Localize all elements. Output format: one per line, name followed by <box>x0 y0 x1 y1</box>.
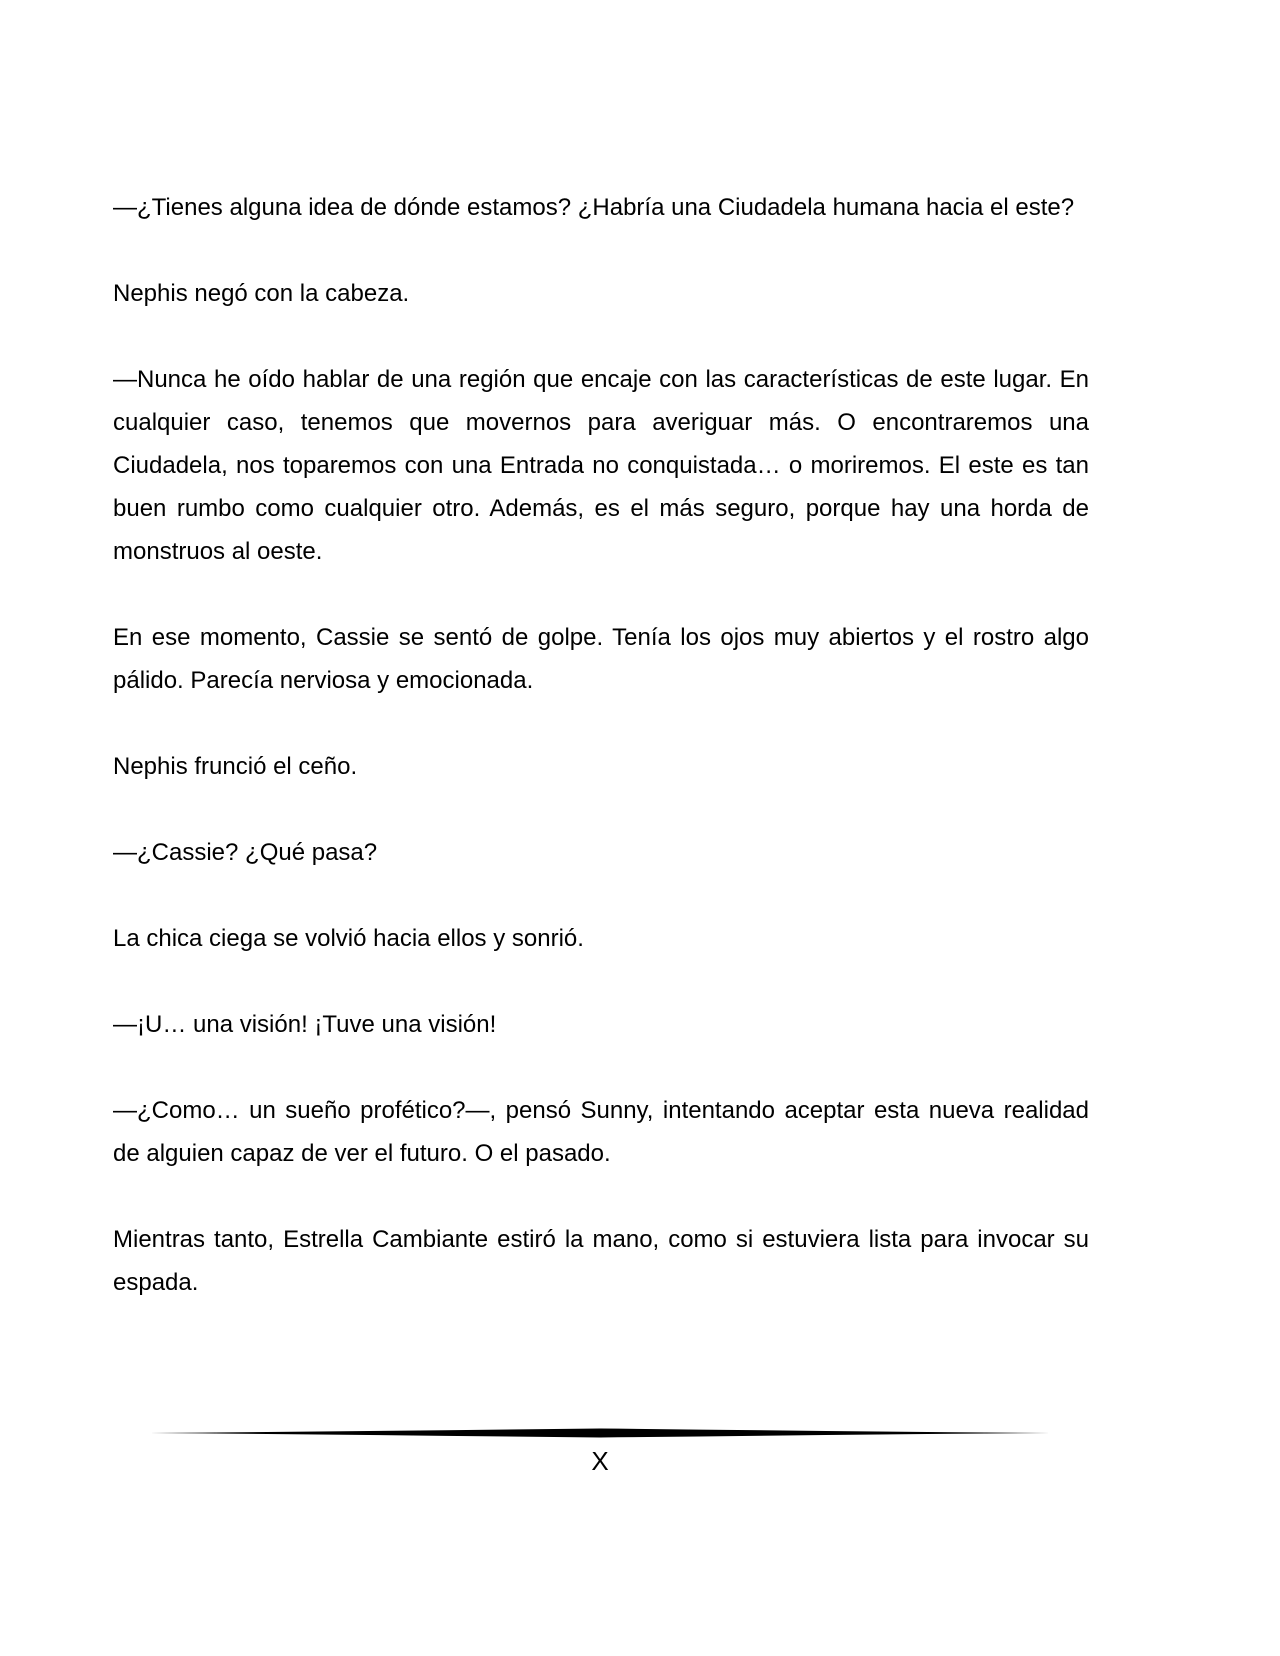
paragraph-1: —¿Tienes alguna idea de dónde estamos? ¿Habría una Ciudadela humana hacia el este? <box>113 194 1075 221</box>
paragraph-2: Nephis negó con la cabeza. <box>113 280 410 307</box>
paragraph-5: Nephis frunció el ceño. <box>113 753 358 780</box>
body-text <box>113 186 1089 1347</box>
paragraph-9: —¿Como… un sueño profético?—, pensó Sunny, intentando aceptar esta nueva realidad de alguien capaz de ver el futuro. O el pasado. <box>113 1097 1089 1167</box>
paragraph-6: —¿Cassie? ¿Qué pasa? <box>113 839 378 866</box>
paragraph-4: En ese momento, Cassie se sentó de golpe. Tenía los ojos muy abiertos y el rostro algo pálido. Parecía nerviosa y emocionada. <box>113 624 1089 694</box>
divider-flourish <box>150 1429 1050 1438</box>
paragraph-8: —¡U… una visión! ¡Tuve una visión! <box>113 1011 497 1038</box>
section-marker: X <box>591 1446 609 1476</box>
section-divider <box>150 1426 1050 1440</box>
paragraph-7: La chica ciega se volvió hacia ellos y sonrió. <box>113 925 584 952</box>
paragraph-3: —Nunca he oído hablar de una región que encaje con las características de este lugar. En cualquier caso, tenemos que movernos para averiguar más. O encontraremos una Ciudadela, nos toparemos con una Entrada no conquistada… o moriremos. El este es tan buen rumbo como cualquier otro. Además, es el más seguro, porque hay una horda de monstruos al oeste. <box>113 366 1089 565</box>
paragraph-10: Mientras tanto, Estrella Cambiante estiró la mano, como si estuviera lista para invocar su espada. <box>113 1226 1089 1296</box>
